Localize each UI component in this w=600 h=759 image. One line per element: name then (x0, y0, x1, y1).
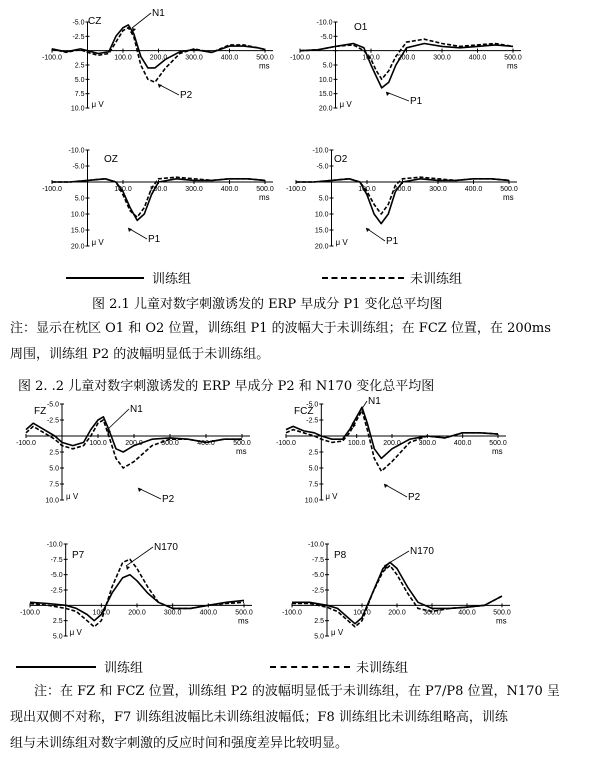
y-tick-label: 20.0 (318, 105, 333, 113)
y-tick-label: -10.0 (308, 541, 324, 549)
y-tick-label: -5.0 (50, 572, 63, 580)
x-tick-label: -100.0 (286, 186, 306, 193)
y-axis-unit: μ V (66, 492, 79, 501)
note-line: 周围，训练组 P2 的波幅明显低于未训练组。 (10, 347, 270, 362)
y-axis-unit: μ V (325, 492, 338, 501)
component-pointer (107, 409, 129, 430)
y-tick-label: 5.0 (74, 195, 85, 203)
y-tick-label: 5.0 (322, 62, 333, 70)
y-axis-unit: μ V (331, 628, 344, 637)
y-tick-label: 15.0 (314, 227, 329, 235)
erp-chart-p7 (14, 536, 274, 644)
legend-solid-line (66, 277, 144, 279)
y-tick-label: 10.0 (70, 105, 85, 113)
figure-note-2-2 (10, 679, 595, 757)
x-tick-label: 400.0 (458, 609, 476, 617)
legend-untrained-label: 未训练组 (410, 272, 463, 287)
legend-dashed-line (322, 277, 404, 279)
y-tick-label: 2.5 (308, 449, 319, 457)
x-tick-label: -100.0 (290, 54, 310, 62)
y-tick-label: 2.5 (74, 62, 85, 70)
y-axis-unit: μ V (91, 238, 104, 247)
x-axis-unit: ms (259, 61, 270, 71)
x-tick-label: 400.0 (220, 54, 239, 62)
y-tick-label: -5.0 (316, 163, 329, 171)
component-pointer (132, 13, 151, 28)
y-tick-label: 5.0 (52, 633, 63, 641)
x-tick-label: 400.0 (453, 440, 472, 447)
y-tick-label: -10.0 (68, 147, 85, 155)
x-axis-unit: ms (496, 616, 507, 626)
y-tick-label: 2.5 (314, 618, 324, 626)
erp-chart-fcz (272, 392, 522, 510)
x-tick-label: 200.0 (125, 440, 143, 447)
y-tick-label: -10.0 (316, 19, 333, 27)
channel-label: O1 (354, 22, 368, 33)
legend-trained-label: 训练组 (104, 661, 144, 676)
x-tick-label: 100.0 (114, 54, 132, 62)
x-tick-label: 400.0 (468, 54, 487, 62)
x-tick-label: 300.0 (423, 609, 441, 617)
y-tick-label: -7.5 (311, 556, 324, 564)
y-tick-label: -2.5 (72, 33, 85, 41)
x-tick-label: 500.0 (504, 54, 522, 62)
legend-trained-2 (16, 657, 143, 676)
x-tick-label: 300.0 (433, 54, 451, 62)
y-tick-label: -2.5 (50, 587, 63, 595)
x-axis-unit: ms (507, 61, 518, 71)
y-tick-label: 20.0 (314, 243, 329, 251)
y-axis-unit: μ V (69, 628, 82, 637)
x-tick-label: 200.0 (149, 186, 168, 193)
erp-chart-fz (12, 392, 272, 510)
x-axis-unit: ms (238, 616, 249, 626)
y-tick-label: 5.0 (49, 465, 59, 473)
component-label: P2 (408, 492, 421, 503)
component-arrowhead (126, 566, 130, 570)
y-tick-label: 10.0 (314, 211, 329, 219)
channel-label: P7 (72, 550, 85, 561)
legend-trained-label: 训练组 (152, 272, 192, 287)
y-tick-label: -7.5 (50, 556, 63, 564)
component-pointer (138, 488, 161, 499)
legend-untrained-2 (270, 657, 408, 676)
x-tick-label: -100.0 (16, 440, 36, 447)
legend-solid-line (16, 666, 96, 668)
component-label: N170 (154, 542, 178, 553)
x-tick-label: 400.0 (199, 609, 218, 617)
figure-caption-2-1: 图 2.1 儿童对数字刺激诱发的 ERP 早成分 P1 变化总平均图 (92, 297, 443, 312)
erp-chart-o1 (288, 10, 538, 115)
erp-chart-o2 (284, 142, 534, 254)
component-label: N1 (130, 404, 143, 415)
component-label: P1 (386, 236, 399, 247)
y-tick-label: 2.5 (52, 618, 63, 626)
component-label: N1 (152, 8, 165, 19)
y-tick-label: 5.0 (308, 465, 319, 473)
channel-label: FZ (34, 406, 47, 417)
x-tick-label: 300.0 (429, 186, 447, 193)
x-tick-label: 500.0 (256, 186, 274, 193)
erp-chart-cz (40, 10, 290, 115)
legend-trained (66, 268, 191, 287)
figure-note-2-1 (10, 316, 595, 368)
y-tick-label: 7.5 (74, 91, 85, 99)
x-tick-label: -100.0 (20, 609, 40, 617)
x-tick-label: 300.0 (185, 186, 203, 193)
y-tick-label: 7.5 (49, 481, 59, 489)
x-tick-label: -100.0 (276, 440, 296, 447)
y-tick-label: 15.0 (70, 227, 85, 235)
y-tick-label: -2.5 (311, 587, 324, 595)
component-label: N1 (368, 396, 381, 407)
y-tick-label: -5.0 (72, 19, 85, 27)
x-tick-label: 300.0 (418, 440, 437, 447)
x-axis-unit: ms (503, 193, 514, 202)
y-tick-label: -5.0 (46, 401, 59, 409)
x-tick-label: 300.0 (185, 54, 203, 62)
x-tick-label: 100.0 (89, 440, 107, 447)
y-tick-label: -2.5 (306, 417, 319, 425)
component-pointer (352, 401, 367, 424)
y-tick-label: -10.0 (312, 147, 329, 155)
component-arrowhead (352, 424, 356, 428)
x-tick-label: 500.0 (493, 609, 511, 617)
x-tick-label: 100.0 (358, 186, 376, 193)
x-axis-unit: ms (236, 447, 247, 456)
y-axis-unit: μ V (91, 100, 104, 109)
channel-label: OZ (104, 154, 118, 165)
x-axis-unit: ms (259, 193, 270, 202)
x-tick-label: 300.0 (161, 440, 179, 447)
component-pointer (126, 547, 153, 566)
channel-label: FCZ (294, 406, 314, 417)
component-label: P1 (148, 234, 161, 245)
channel-label: P8 (334, 550, 347, 561)
y-tick-label: -5.0 (320, 33, 333, 41)
x-tick-label: 500.0 (500, 186, 518, 193)
channel-label: CZ (88, 16, 102, 27)
x-tick-label: 100.0 (114, 186, 132, 193)
y-tick-label: 5.0 (74, 76, 85, 84)
y-tick-label: -5.0 (306, 401, 319, 409)
x-tick-label: 200.0 (388, 609, 406, 617)
y-axis-unit: μ V (335, 238, 348, 247)
component-label: P2 (162, 494, 175, 505)
y-tick-label: 2.5 (49, 449, 59, 457)
component-arrowhead (386, 92, 390, 96)
x-tick-label: 200.0 (128, 609, 146, 617)
x-tick-label: 400.0 (464, 186, 483, 193)
y-tick-label: -5.0 (72, 163, 85, 171)
y-tick-label: 5.0 (318, 195, 329, 203)
component-label: N170 (410, 546, 434, 557)
figure-caption-2-2: 图 2. .2 儿童对数字刺激诱发的 ERP 早成分 P2 和 N170 变化总平均图 (18, 379, 435, 394)
note-line: 组与未训练组对数字刺激的反应时间和强度差异比较明显。 (10, 736, 349, 751)
x-tick-label: -100.0 (42, 54, 62, 62)
x-tick-label: 200.0 (397, 54, 416, 62)
x-tick-label: 100.0 (362, 54, 380, 62)
y-tick-label: 20.0 (70, 243, 85, 251)
y-tick-label: 15.0 (318, 91, 333, 99)
x-tick-label: 100.0 (92, 609, 111, 617)
component-label: P2 (180, 90, 193, 101)
x-tick-label: 200.0 (149, 54, 168, 62)
x-tick-label: 200.0 (383, 440, 401, 447)
erp-chart-oz (40, 142, 290, 254)
x-tick-label: 400.0 (197, 440, 215, 447)
y-tick-label: -2.5 (46, 417, 59, 425)
y-tick-label: 10.0 (45, 497, 59, 505)
note-line: 注：显示在枕区 O1 和 O2 位置，训练组 P1 的波幅大于未训练组；在 FCZ 位置，在 200ms (10, 321, 551, 336)
channel-label: O2 (334, 154, 348, 165)
x-tick-label: 500.0 (233, 440, 251, 447)
y-axis-unit: μ V (339, 100, 352, 109)
note-line: 注：在 FZ 和 FCZ 位置，训练组 P2 的波幅明显低于未训练组，在 P7/P8 位置，N170 呈 (34, 684, 560, 699)
component-pointer (384, 551, 409, 566)
note-line: 现出双侧不对称，F7 训练组波幅比未训练组波幅低；F8 训练组比未训练组略高，训练 (10, 710, 508, 725)
y-tick-label: 7.5 (308, 481, 319, 489)
x-tick-label: 200.0 (393, 186, 412, 193)
x-axis-unit: ms (492, 447, 503, 456)
x-tick-label: 400.0 (220, 186, 239, 193)
x-tick-label: 100.0 (347, 440, 366, 447)
y-tick-label: 10.0 (304, 497, 319, 505)
y-tick-label: -5.0 (311, 572, 324, 580)
x-tick-label: 500.0 (235, 609, 253, 617)
y-tick-label: 10.0 (70, 211, 85, 219)
x-tick-label: 100.0 (353, 609, 371, 617)
y-tick-label: 10.0 (318, 76, 333, 84)
legend-untrained-label: 未训练组 (356, 661, 409, 676)
component-pointer (384, 484, 407, 497)
y-tick-label: 5.0 (314, 633, 324, 641)
x-tick-label: -100.0 (282, 609, 302, 617)
legend-dashed-line (270, 666, 350, 668)
x-tick-label: 500.0 (489, 440, 507, 447)
y-tick-label: -10.0 (46, 541, 63, 549)
component-label: P1 (410, 96, 423, 107)
erp-chart-p8 (276, 536, 526, 644)
x-tick-label: 300.0 (163, 609, 182, 617)
legend-untrained (322, 268, 462, 287)
x-tick-label: 500.0 (256, 54, 274, 62)
x-tick-label: -100.0 (42, 186, 62, 193)
